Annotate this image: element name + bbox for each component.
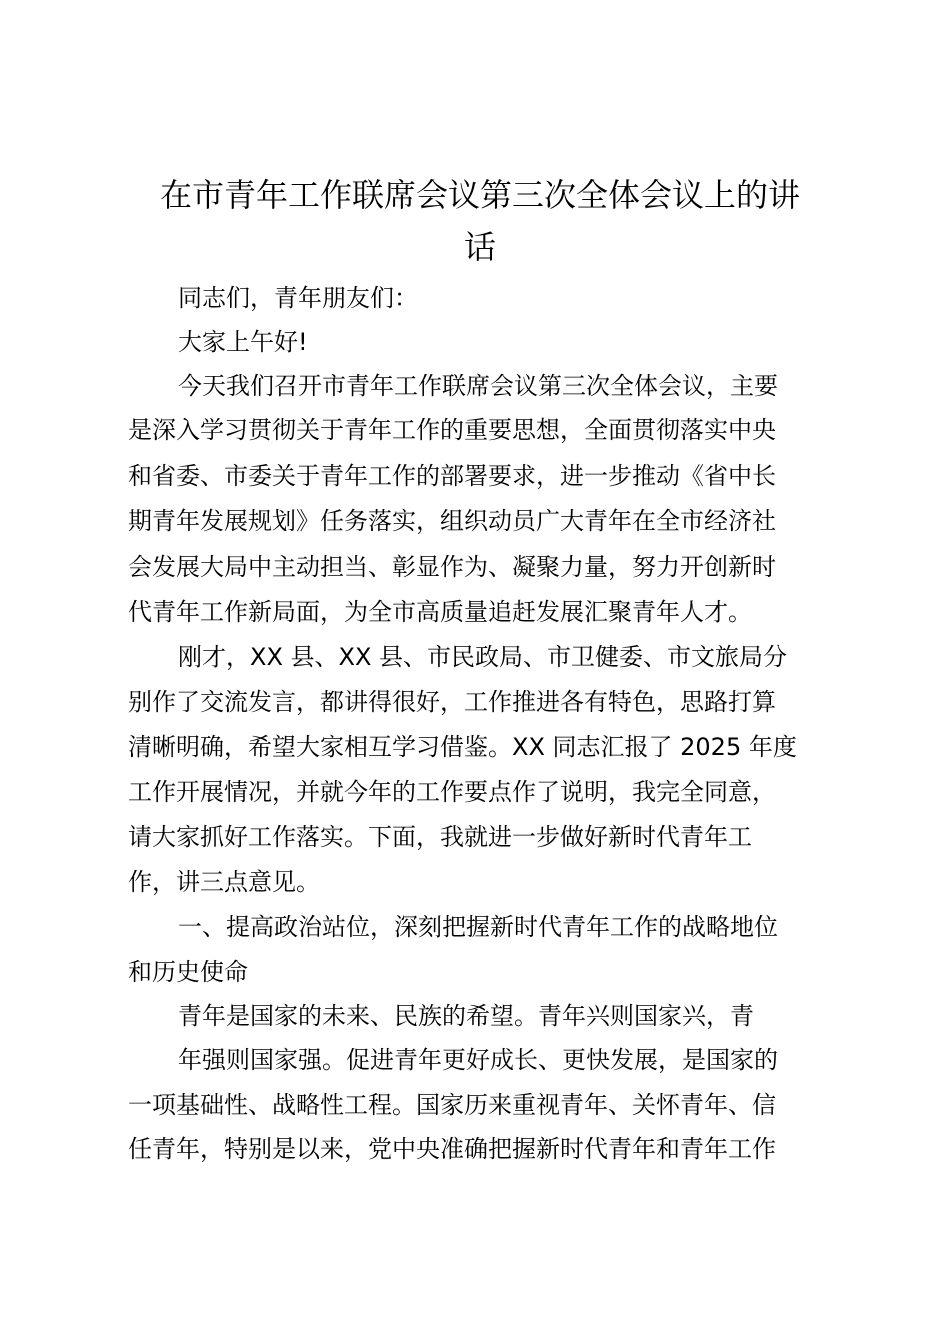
section-heading-line: 一、提高政治站位，深刻把握新时代青年工作的战略地位 (178, 913, 778, 941)
paragraph-line: 会发展大局中主动担当、彰显作为、凝聚力量，努力开创新时 (128, 553, 776, 581)
paragraph-line: 工作开展情况，并就今年的工作要点作了说明，我完全同意， (128, 778, 776, 806)
title-line-2: 话 (463, 228, 496, 266)
paragraph-line: 清晰明确，希望大家相互学习借鉴。XX 同志汇报了 2025 年度 (128, 733, 797, 761)
paragraph-line: 年强则国家强。促进青年更好成长、更快发展，是国家的 (178, 1046, 778, 1074)
paragraph-line: 和省委、市委关于青年工作的部署要求，进一步推动《省中长 (128, 462, 776, 490)
paragraph-line: 是深入学习贯彻关于青年工作的重要思想，全面贯彻落实中央 (128, 416, 776, 444)
paragraph-line: 作，讲三点意见。 (128, 868, 320, 896)
paragraph-line: 一项基础性、战略性工程。国家历来重视青年、关怀青年、信 (128, 1091, 776, 1119)
salutation-line: 大家上午好! (178, 328, 308, 356)
paragraph-line: 今天我们召开市青年工作联席会议第三次全体会议，主要 (178, 372, 778, 400)
greeting-line: 同志们，青年朋友们： (178, 284, 418, 312)
paragraph-line: 青年是国家的未来、民族的希望。青年兴则国家兴，青 (178, 1002, 754, 1030)
section-heading-line: 和历史使命 (128, 958, 248, 986)
paragraph-line: 请大家抓好工作落实。下面，我就进一步做好新时代青年工 (128, 823, 752, 851)
paragraph-line: 别作了交流发言，都讲得很好，工作推进各有特色，思路打算 (128, 688, 776, 716)
paragraph-line: 任青年，特别是以来，党中央准确把握新时代青年和青年工作 (128, 1135, 776, 1163)
paragraph-line: 刚才，XX 县、XX 县、市民政局、市卫健委、市文旅局分 (178, 643, 788, 671)
title-line-1: 在市青年工作联席会议第三次全体会议上的讲 (159, 176, 800, 214)
paragraph-line: 期青年发展规划》任务落实，组织动员广大青年在全市经济社 (128, 507, 776, 535)
paragraph-line: 代青年工作新局面，为全市高质量追赶发展汇聚青年人才。 (128, 598, 752, 626)
